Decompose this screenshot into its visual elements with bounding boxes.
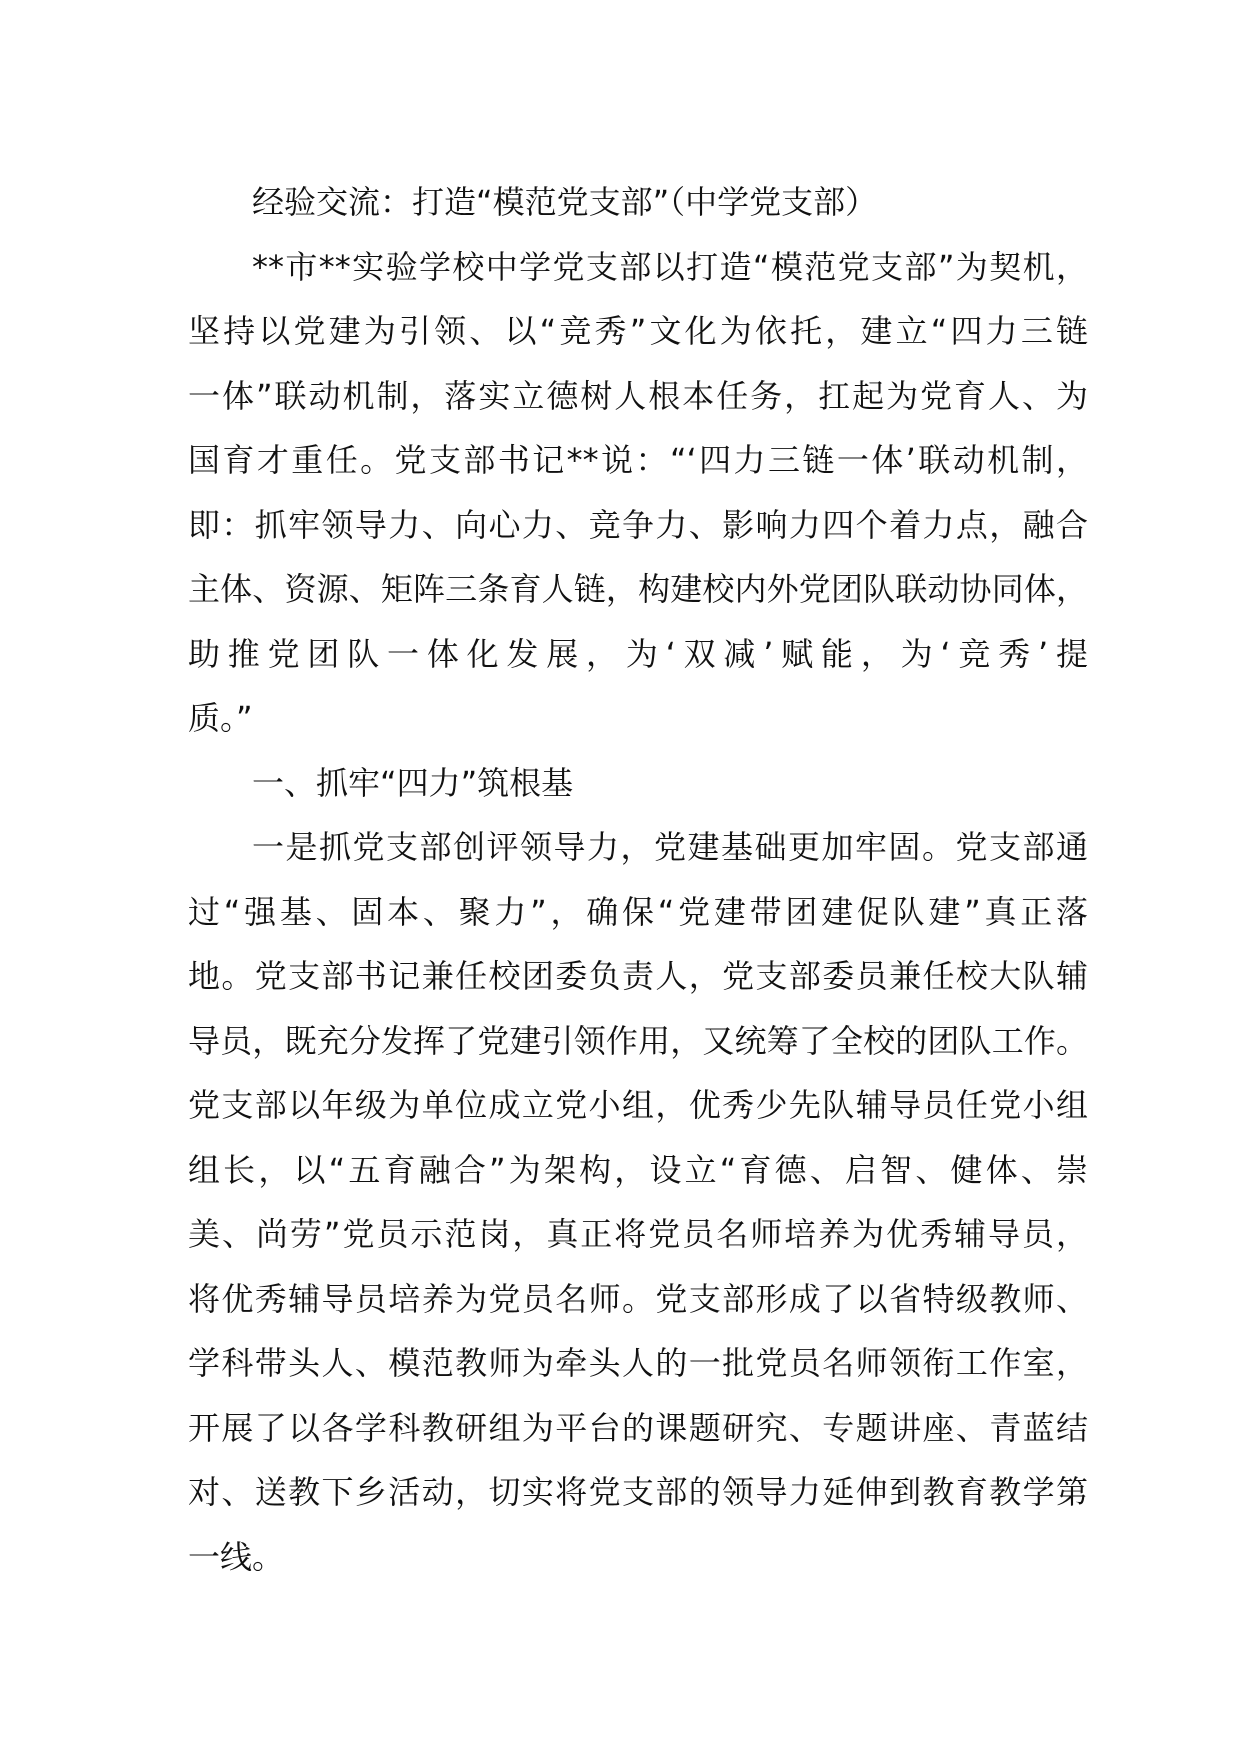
- paragraph-line: 组长，以“五育融合”为架构，设立“育德、启智、健体、崇: [188, 1150, 1088, 1189]
- paragraph-line: 对、送教下乡活动，切实将党支部的领导力延伸到教育教学第: [188, 1473, 1088, 1511]
- section-heading: 一、抓牢“四力”筑根基: [252, 763, 574, 802]
- document-title: 经验交流：打造“模范党支部”（中学党支部）: [252, 183, 878, 221]
- paragraph-line: 党支部以年级为单位成立党小组，优秀少先队辅导员任党小组: [188, 1086, 1088, 1124]
- paragraph-line: 一体”联动机制，落实立德树人根本任务，扛起为党育人、为: [188, 376, 1088, 415]
- paragraph-line: 导员，既充分发挥了党建引领作用，又统筹了全校的团队工作。: [188, 1021, 1088, 1060]
- paragraph-line: 一是抓党支部创评领导力，党建基础更加牢固。党支部通: [252, 828, 1088, 866]
- paragraph-line: 地。党支部书记兼任校团委负责人，党支部委员兼任校大队辅: [188, 957, 1088, 995]
- paragraph-line: 即：抓牢领导力、向心力、竞争力、影响力四个着力点，融合: [188, 505, 1088, 544]
- paragraph-line: 过“强基、固本、聚力”，确保“党建带团建促队建”真正落: [188, 892, 1088, 931]
- paragraph-line: 开展了以各学科教研组为平台的课题研究、专题讲座、青蓝结: [188, 1408, 1088, 1447]
- paragraph-line: 助推党团队一体化发展，为‘双减’赋能，为‘竞秀’提: [188, 634, 1088, 673]
- paragraph-line: 质。”: [188, 699, 253, 737]
- paragraph-line: 坚持以党建为引领、以“竞秀”文化为依托，建立“四力三链: [188, 312, 1088, 350]
- paragraph-line: 一线。: [188, 1537, 285, 1576]
- paragraph-line: 将优秀辅导员培养为党员名师。党支部形成了以省特级教师、: [188, 1279, 1088, 1318]
- paragraph-line: 国育才重任。党支部书记**说：“‘四力三链一体’联动机制，: [188, 441, 1088, 479]
- document-body: [188, 170, 1088, 1589]
- paragraph-line: 学科带头人、模范教师为牵头人的一批党员名师领衔工作室，: [188, 1344, 1088, 1382]
- paragraph-line: **市**实验学校中学党支部以打造“模范党支部”为契机，: [252, 247, 1088, 286]
- paragraph-line: 主体、资源、矩阵三条育人链，构建校内外党团队联动协同体，: [188, 570, 1088, 608]
- paragraph-line: 美、尚劳”党员示范岗，真正将党员名师培养为优秀辅导员，: [188, 1215, 1088, 1253]
